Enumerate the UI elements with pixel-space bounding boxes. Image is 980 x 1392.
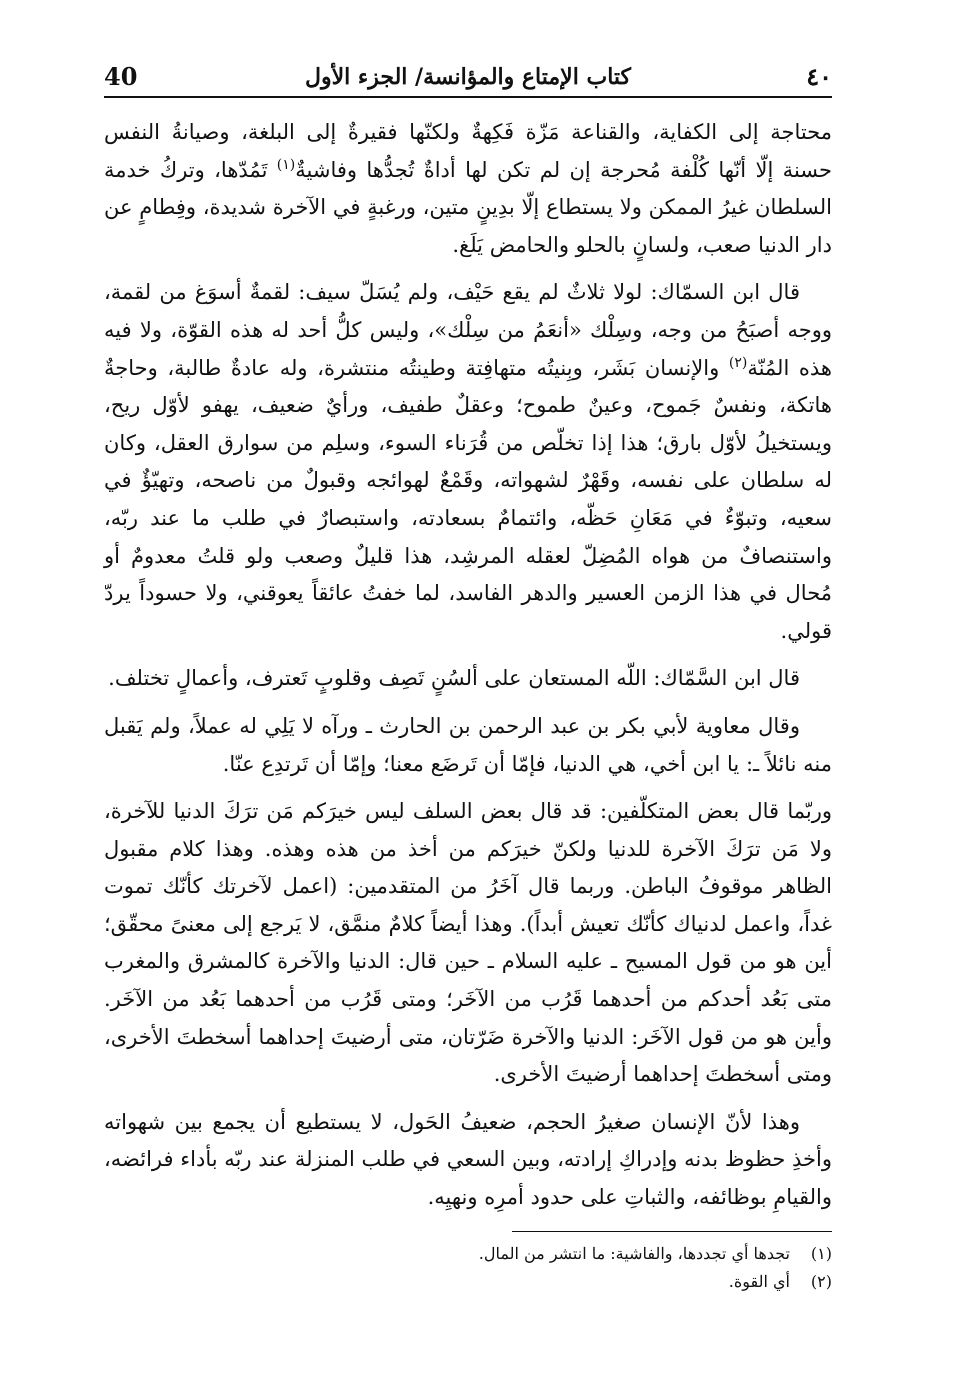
paragraph (104, 274, 832, 650)
footnote-reference: (٢) (728, 354, 748, 371)
footnote-reference: (١) (276, 156, 296, 173)
paragraph (104, 1104, 832, 1217)
paragraph-text: والإنسان بَشَر، وبِنيتُه متهافِتة وطينتُه منتشرة، وله عادةٌ طالبة، وحاجةٌ هاتكة، ونفسٌ جَموح، وعينٌ طموح؛ وعقلٌ طفيف، ورأيٌ ضعيف، يهفو لأوّل ريح، ويستخيلُ لأوّل بارق؛ هذا إذا تخلّص من قُرَناء السوء، وسلِم من سوارق العقل، وكان له سلطان على نفسه، وقَهْرٌ لشهواته، وقَمْعٌ لهوائجه وقبولٌ من ناصحه، وتهيّؤٌ في سعيه، وتبوّءٌ في مَعَانِ حَظّه، وائتمامٌ بسعادته، واستبصارٌ في طلب ما عند ربّه، واستنصافٌ من هواه المُضِلّ لعقله المرشِد، هذا قليلٌ وصعب ولو قلتُ معدومٌ أو مُحال في هذا الزمن العسير والدهر الفاسد، لما خفتُ عائقاً يعوقني، ولا حسوداً يردّ قولي. (104, 355, 832, 643)
running-title: كتاب الإمتاع والمؤانسة/ الجزء الأول (304, 64, 632, 90)
book-page (104, 56, 832, 1336)
paragraph-text: قال ابن السَّمّاك: اللّه المستعان على ألسُنٍ تَصِف وقلوبٍ تَعترف، وأعمالٍ تختلف. (108, 666, 800, 691)
paragraph-text: محتاجة إلى الكفاية، والقناعة مَزّة فَكِهةٌ ولكنّها فقيرةٌ إلى البلغة، وصيانةُ النفس حسنة إلّا أنّها كُلْفة مُحرجة إن لم تكن لها أداةٌ تُجدُّها وفاشيةٌ (104, 120, 832, 182)
running-header (104, 56, 832, 98)
footnote-divider (512, 1231, 832, 1232)
footnote-text: تجدها أي تجددها، والفاشية: ما انتشر من المال. (478, 1243, 790, 1263)
footnote-text: أي القوة. (728, 1271, 790, 1291)
paragraph-text: وهذا لأنّ الإنسان صغيرُ الحجم، ضعيفُ الحَول، لا يستطيع أن يجمع بين شهواته وأخذِ حظوظ بدنه وإدراكِ إرادته، وبين السعي في طلب المنزلة عند ربّه بأداء فرائضه، والقيامِ بوظائفه، والثباتِ على حدود أمرِه ونهيِه. (104, 1109, 832, 1210)
footnote (104, 1240, 832, 1268)
paragraph (104, 793, 832, 1094)
footnote-number: (٢) (810, 1271, 832, 1291)
paragraph-text: قال ابن السمّاك: لولا ثلاثٌ لم يقع حَيْف، ولم يُسَلّ سيف: لقمةٌ أسوَغ من لقمة، ووجه أصبَحُ من وجه، وسِلْك «أنعَمُ من سِلْك»، وليس كلُّ أحد له هذه القوّة، ولا فيه هذه المُنّة (104, 280, 832, 380)
page-number-arabic: ٤٠ (806, 62, 832, 91)
footnotes (104, 1240, 832, 1296)
paragraph-text: وقال معاوية لأبي بكر بن عبد الرحمن بن الحارث ـ ورآه لا يَلِي له عملاً، ولم يَقبل منه نائلاً ـ: يا ابن أخي، هي الدنيا، فإمّا أن تَرضَع معنا؛ وإمّا أن تَرتدِع عنّا. (104, 713, 832, 776)
paragraph (104, 660, 832, 698)
paragraph (104, 708, 832, 783)
page-number-latin: 40 (104, 62, 138, 91)
footnote (104, 1268, 832, 1296)
paragraph (104, 114, 832, 264)
footnote-number: (١) (810, 1243, 832, 1263)
paragraph-text: تَمُدّها، وتركُ خدمة السلطان غيرُ الممكن ولا يستطاع إلّا بدِينٍ متين، ورغبةٍ في الآخرة شديدة، وفِطامٍ عن دار الدنيا صعب، ولسانٍ بالحلو والحامض يَلَغ. (104, 157, 832, 257)
paragraph-text: وربّما قال بعض المتكلّفين: قد قال بعض السلف ليس خيرَكم مَن ترَكَ الدنيا للآخرة، ولا مَن ترَكَ الآخرة للدنيا ولكنّ خيرَكم من أخذ من هذه وهذه. وهذا كلام مقبول الظاهر موقوفُ الباطن. وربما قال آخَرُ من المتقدمين: (اعمل لآخرتك كأنّك تموت غداً، واعمل لدنياك كأنّك تعيش أبداً). وهذا أيضاً كلامٌ منمَّق، لا يَرجع إلى معنىً محقّق؛ أين هو من قول المسيح ـ عليه السلام ـ حين قال: الدنيا والآخرة كالمشرق والمغرب متى بَعُد أحدكم من أحدهما قَرُب من الآخَر؛ ومتى قَرُب من أحدهما بَعُد من الآخَر. وأين هو من قول الآخَر: الدنيا والآخرة ضَرّتان، متى أرضيتَ إحداهما أسخطتَ الأخرى، ومتى أسخطتَ إحداهما أرضيتَ الأخرى. (104, 799, 832, 1087)
main-text (104, 114, 832, 1217)
